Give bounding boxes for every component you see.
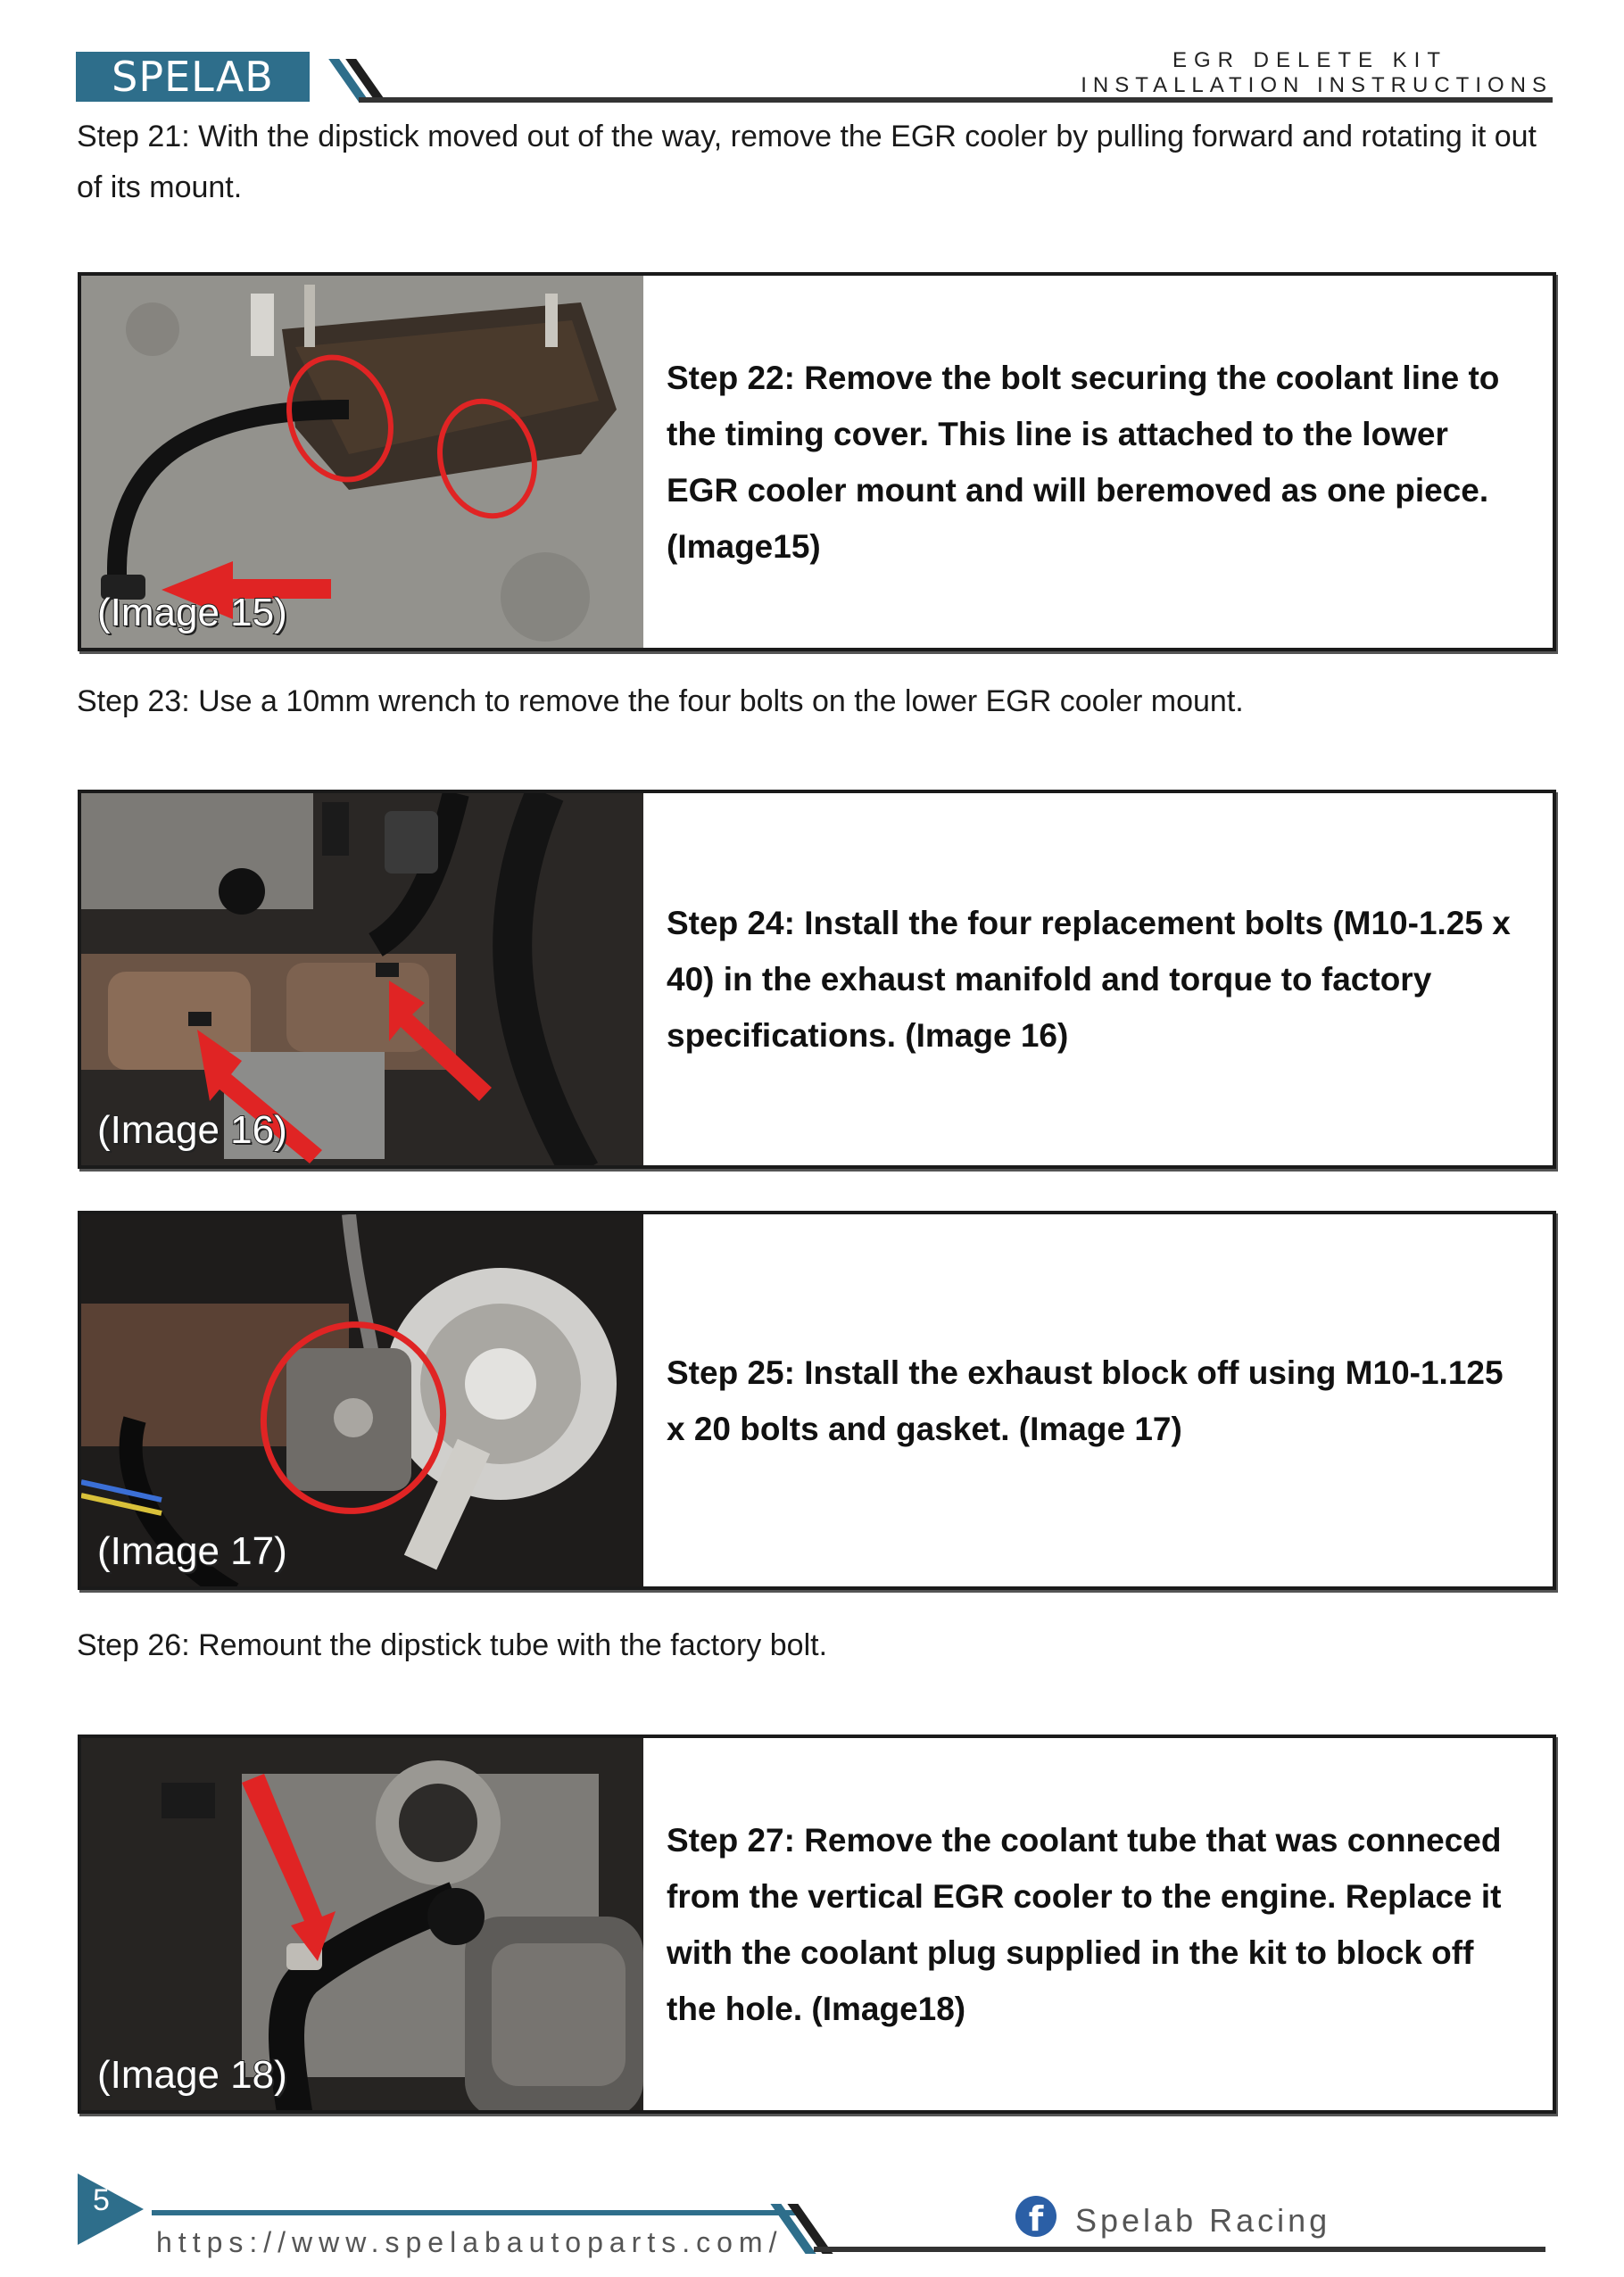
step-25-card: [78, 1211, 1556, 1590]
step-27-text-box: [667, 1738, 1528, 2110]
image-18-caption: (Image 18): [97, 2053, 287, 2097]
step-21-text: Step 21: With the dipstick moved out of the way, remove the EGR cooler by pulling forward and rotating it out of its mount.: [77, 120, 1537, 204]
page-number-badge: [78, 2174, 144, 2245]
step-25-text-box: [667, 1214, 1528, 1586]
image-15-caption: (Image 15): [97, 591, 287, 634]
step-23-text: Step 23: Use a 10mm wrench to remove the four bolts on the lower EGR cooler mount.: [77, 684, 1244, 718]
step-27-text: Step 27: Remove the coolant tube that was conneced from the vertical EGR cooler to the engine. Replace it with the coolant plug supplied in the kit to block off the hole. (Image18): [667, 1821, 1502, 2027]
step-26-text: Step 26: Remount the dipstick tube with the factory bolt.: [77, 1628, 828, 1662]
step-22-text-box: [667, 276, 1528, 648]
image-16-caption: (Image 16): [97, 1108, 287, 1152]
step-22-text: Step 22: Remove the bolt securing the coolant line to the timing cover. This line is attached to the lower EGR cooler mount and will beremoved as one piece. (Image15): [667, 359, 1500, 565]
facebook-icon[interactable]: f: [1015, 2196, 1056, 2237]
footer-rule-dark: [814, 2247, 1545, 2252]
step-24-text-box: [667, 793, 1528, 1165]
page-number: 5: [93, 2183, 110, 2217]
step-27-card: [78, 1735, 1556, 2114]
image-18-photo: [81, 1738, 643, 2110]
social-name[interactable]: Spelab Racing: [1075, 2202, 1331, 2239]
spelab-logo: SPELAB: [76, 52, 310, 102]
image-15-photo: [81, 276, 643, 648]
image-17-caption: (Image 17): [97, 1529, 287, 1573]
document-subtitle: INSTALLATION INSTRUCTIONS: [1081, 73, 1553, 97]
step-25-text: Step 25: Install the exhaust block off using M10-1.125 x 20 bolts and gasket. (Image 17): [667, 1354, 1504, 1447]
step-22-card: [78, 272, 1556, 651]
document-title: EGR DELETE KIT: [1172, 48, 1447, 72]
step-24-text: Step 24: Install the four replacement bolts (M10-1.25 x 40) in the exhaust manifold and torque to factory specifications. (Image 16): [667, 905, 1511, 1054]
image-16-photo: [81, 793, 643, 1165]
step-24-card: [78, 790, 1556, 1169]
website-link[interactable]: https://www.spelabautoparts.com/: [156, 2226, 783, 2258]
footer-rule-blue: [152, 2210, 799, 2215]
image-17-photo: [81, 1214, 643, 1586]
page-header: [0, 0, 1624, 107]
